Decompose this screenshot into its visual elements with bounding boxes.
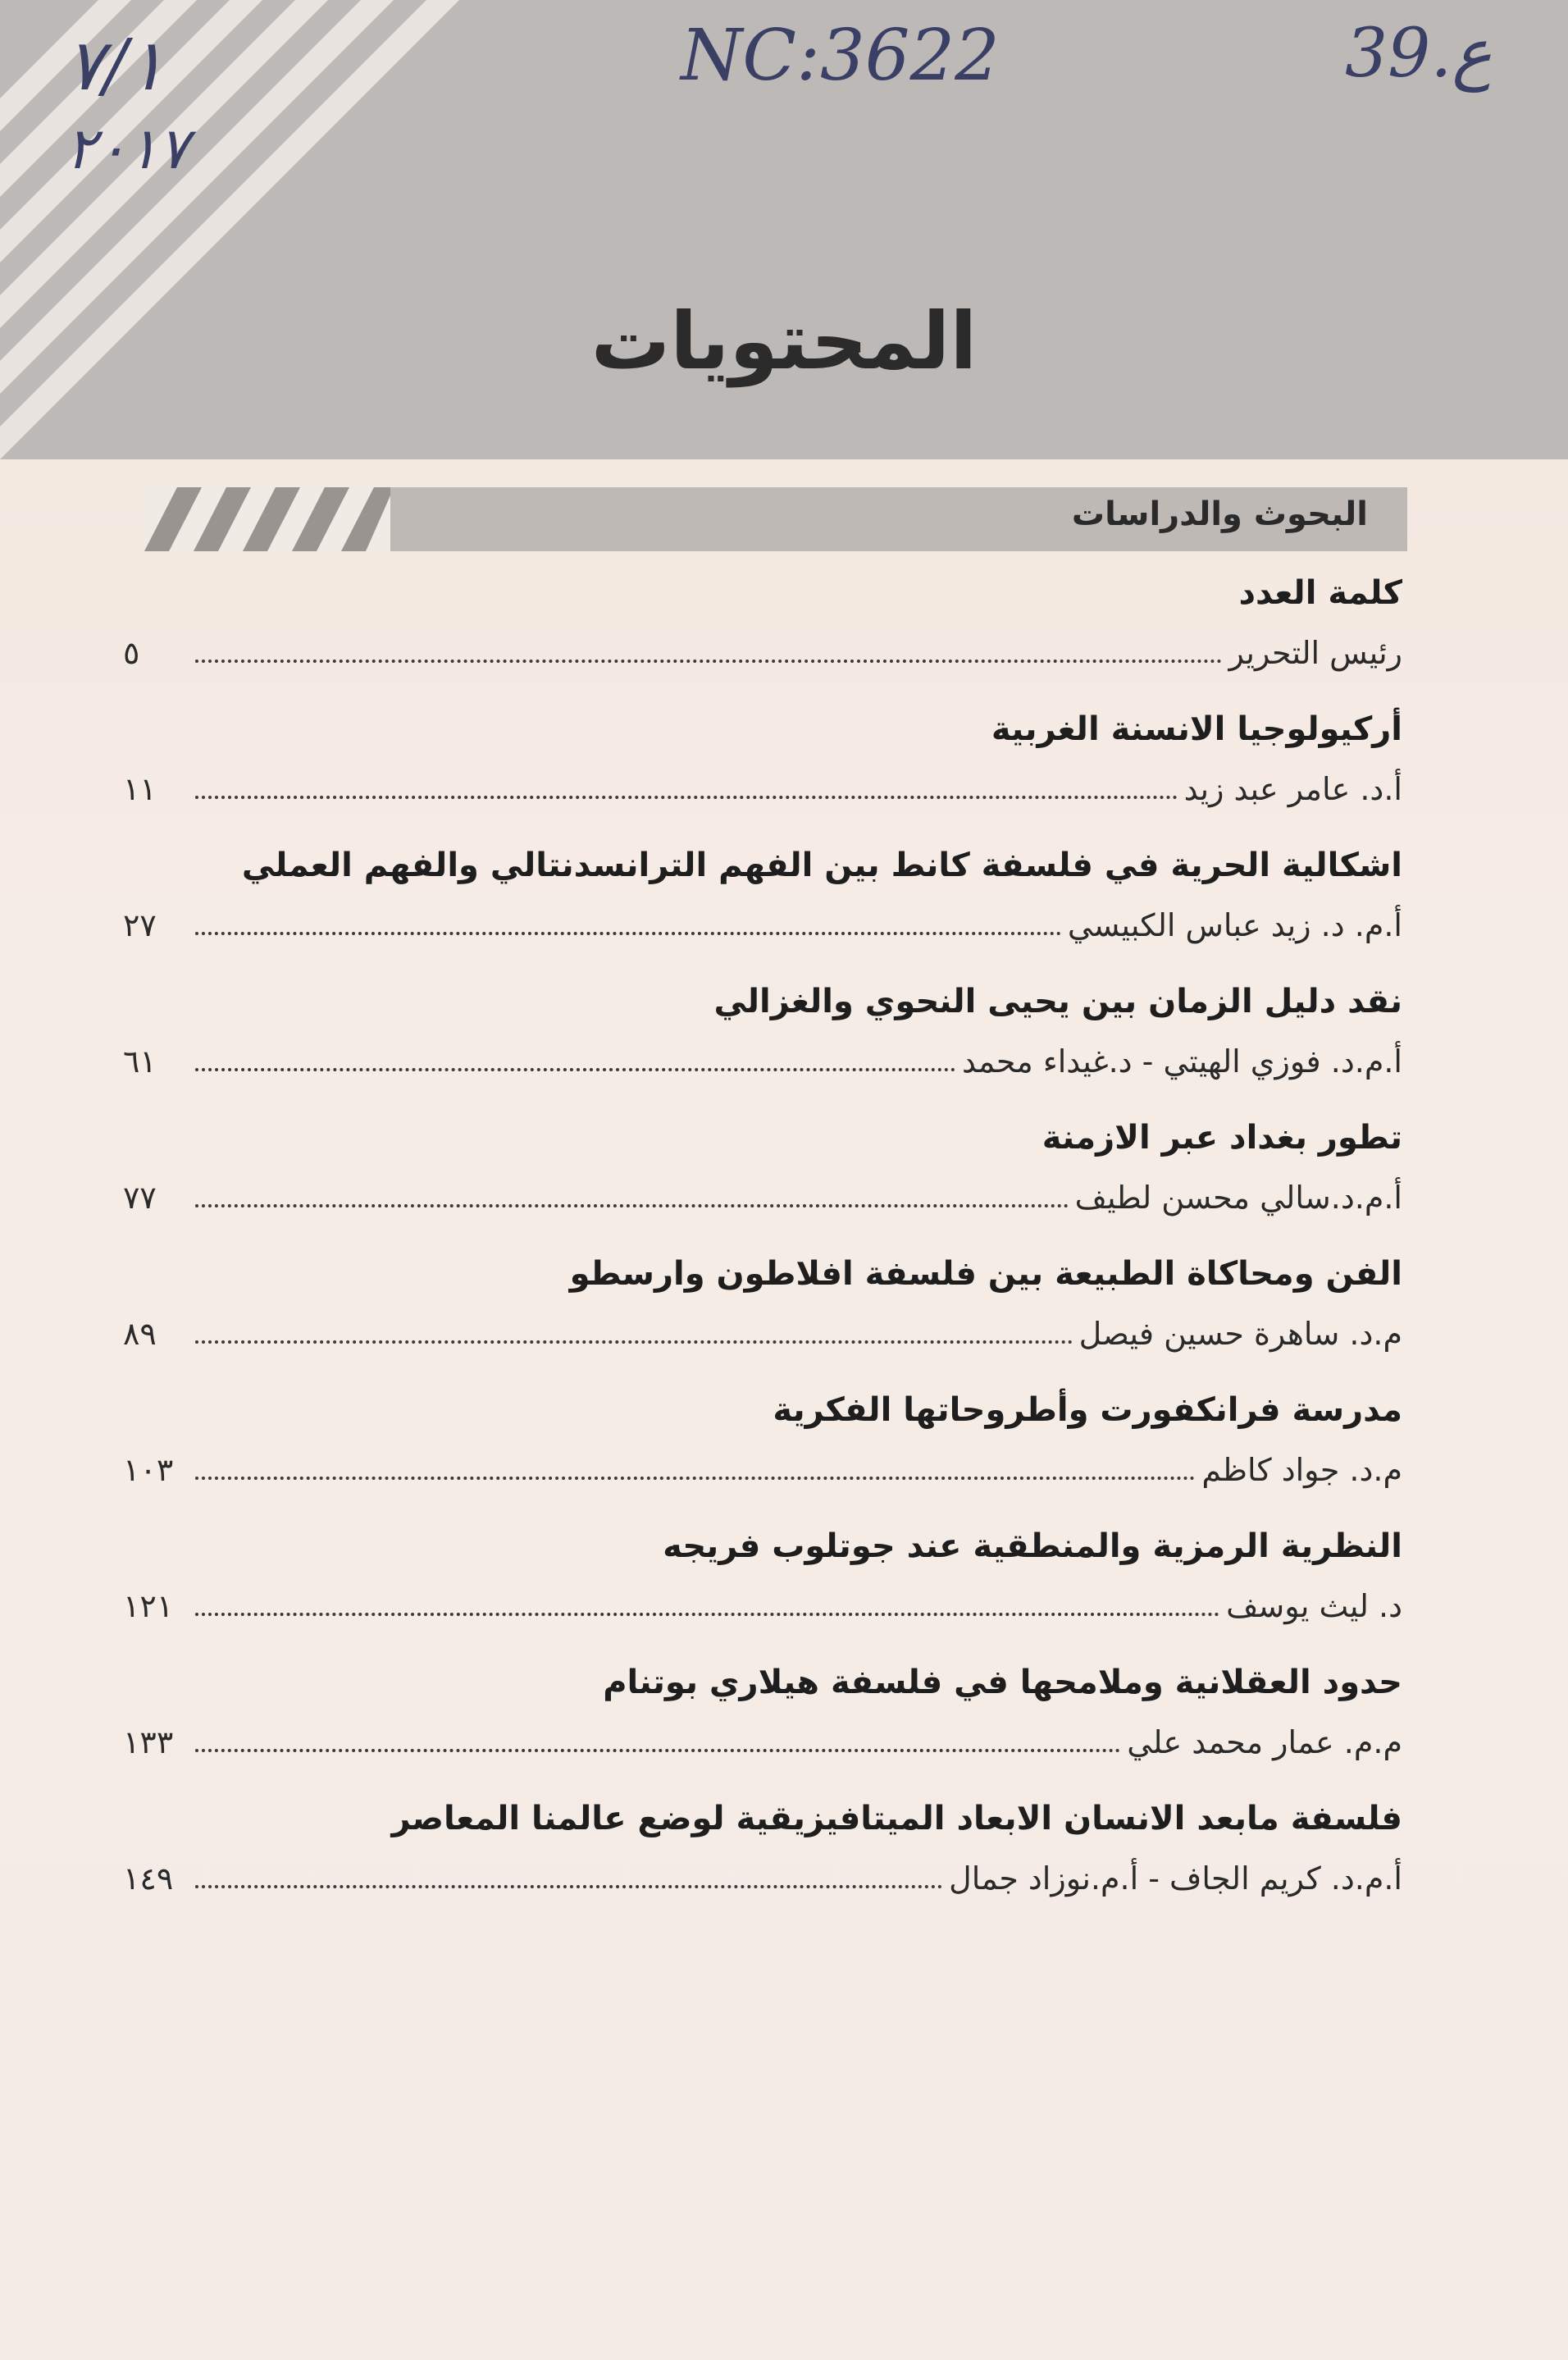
section-stripes-decoration	[144, 487, 390, 551]
toc-entry[interactable]	[123, 710, 1402, 847]
toc-entry[interactable]	[123, 574, 1402, 710]
entry-page-number: ٦١	[123, 1043, 157, 1080]
toc-entry[interactable]	[123, 1391, 1402, 1527]
entry-author: رئيس التحرير	[1228, 635, 1402, 671]
dot-leader	[195, 1340, 1073, 1344]
entry-line	[123, 1714, 1402, 1760]
header-band	[0, 0, 1568, 459]
toc-entry[interactable]	[123, 847, 1402, 983]
entry-line	[123, 1442, 1402, 1488]
section-title: البحوث والدراسات	[1071, 495, 1368, 533]
entry-page-number: ٢٧	[123, 907, 157, 943]
entry-title: فلسفة مابعد الانسان الابعاد الميتافيزيقية لوضع عالمنا المعاصر	[391, 1800, 1402, 1837]
entry-author: أ.د. عامر عبد زيد	[1183, 771, 1402, 807]
entry-page-number: ١٠٣	[123, 1452, 174, 1488]
entry-author: د. ليث يوسف	[1226, 1588, 1402, 1624]
entry-title: أركيولوجيا الانسنة الغربية	[991, 710, 1402, 748]
entry-title: الفن ومحاكاة الطبيعة بين فلسفة افلاطون وارسطو	[569, 1255, 1402, 1293]
handwritten-note-date-top: ٧/١	[66, 25, 166, 107]
handwritten-note-shelf: 39.ع	[1345, 15, 1493, 93]
entry-author: م.د. ساهرة حسين فيصل	[1078, 1316, 1402, 1352]
page-title: المحتويات	[590, 295, 978, 387]
handwritten-note-catalog: NC:3622	[681, 15, 1000, 97]
entry-author: م.د. جواد كاظم	[1201, 1452, 1402, 1488]
table-of-contents	[123, 574, 1402, 1936]
section-header-bar	[144, 487, 1407, 551]
dot-leader	[195, 931, 1061, 935]
entry-title: النظرية الرمزية والمنطقية عند جوتلوب فريجه	[663, 1527, 1402, 1565]
toc-entry[interactable]	[123, 1800, 1402, 1936]
dot-leader	[195, 1203, 1069, 1207]
entry-page-number: ١١	[123, 771, 157, 807]
entry-author: أ.م.د.سالي محسن لطيف	[1074, 1180, 1402, 1216]
dot-leader	[195, 1067, 955, 1071]
toc-entry[interactable]	[123, 1255, 1402, 1391]
entry-page-number: ٨٩	[123, 1316, 157, 1352]
entry-page-number: ١٢١	[123, 1588, 174, 1624]
entry-author: م.م. عمار محمد علي	[1127, 1724, 1402, 1760]
entry-line	[123, 1034, 1402, 1080]
entry-line	[123, 1578, 1402, 1624]
entry-title: نقد دليل الزمان بين يحيى النحوي والغزالي	[713, 983, 1402, 1020]
toc-entry[interactable]	[123, 1664, 1402, 1800]
dot-leader	[195, 1884, 942, 1888]
entry-page-number: ٧٧	[123, 1180, 157, 1216]
entry-title: تطور بغداد عبر الازمنة	[1042, 1119, 1402, 1157]
entry-author: أ.م.د. فوزي الهيتي - د.غيداء محمد	[961, 1043, 1402, 1080]
entry-line	[123, 761, 1402, 807]
entry-title: اشكالية الحرية في فلسفة كانط بين الفهم الترانسدنتالي والفهم العملي	[241, 847, 1402, 884]
entry-line	[123, 1306, 1402, 1352]
dot-leader	[195, 1612, 1219, 1616]
entry-author: أ.م.د. كريم الجاف - أ.م.نوزاد جمال	[949, 1860, 1402, 1897]
entry-page-number: ٥	[123, 635, 140, 671]
dot-leader	[195, 659, 1222, 663]
entry-title: حدود العقلانية وملامحها في فلسفة هيلاري بوتنام	[603, 1664, 1402, 1701]
dot-leader	[195, 1748, 1120, 1752]
dot-leader	[195, 1476, 1195, 1480]
entry-line	[123, 897, 1402, 943]
entry-page-number: ١٤٩	[123, 1860, 174, 1897]
toc-entry[interactable]	[123, 1119, 1402, 1255]
toc-entry[interactable]	[123, 983, 1402, 1119]
handwritten-note-year: ٢٠١٧	[66, 115, 189, 182]
entry-line	[123, 625, 1402, 671]
entry-line	[123, 1851, 1402, 1897]
toc-entry[interactable]	[123, 1527, 1402, 1664]
entry-title: كلمة العدد	[1238, 574, 1402, 612]
entry-title: مدرسة فرانكفورت وأطروحاتها الفكرية	[773, 1391, 1402, 1429]
entry-author: أ.م. د. زيد عباس الكبيسي	[1067, 907, 1402, 943]
entry-line	[123, 1170, 1402, 1216]
entry-page-number: ١٣٣	[123, 1724, 174, 1760]
dot-leader	[195, 795, 1178, 799]
